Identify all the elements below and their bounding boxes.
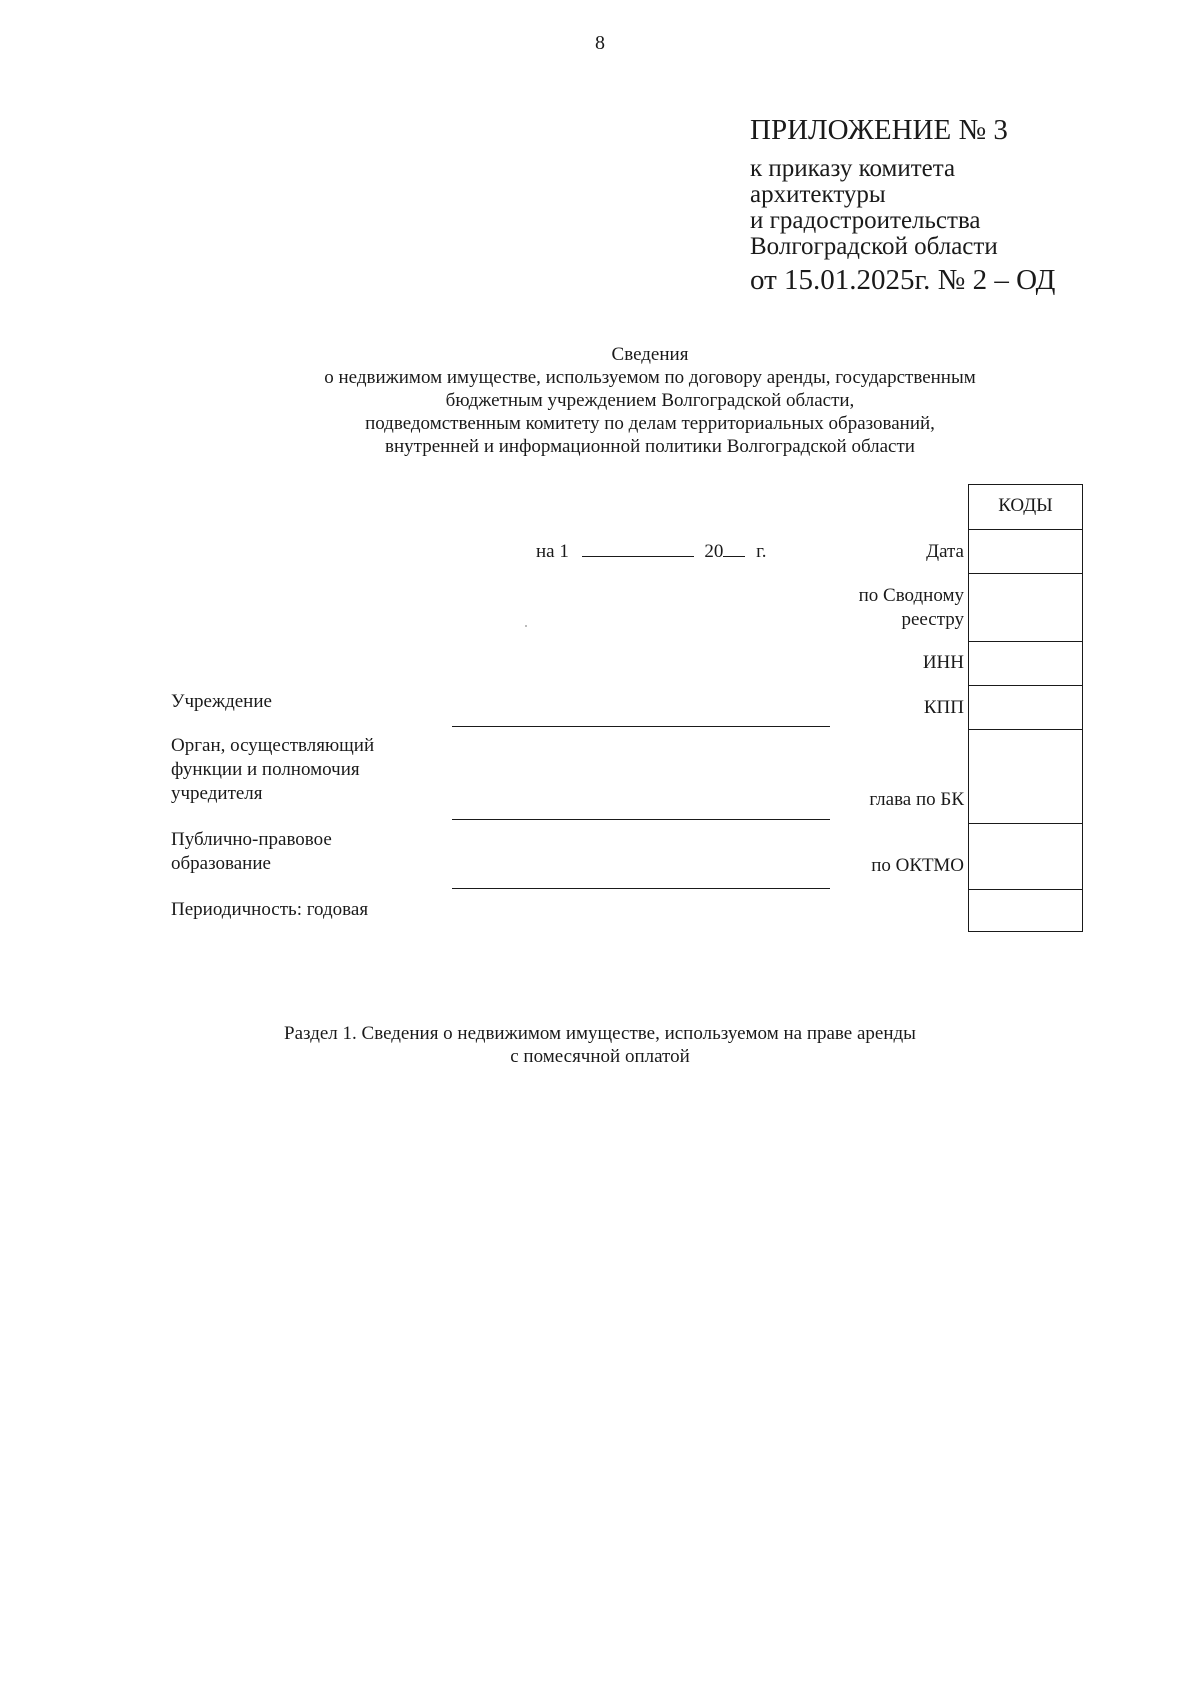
scan-speck xyxy=(525,625,527,627)
report-date-suffix: г. xyxy=(756,541,767,562)
periodicity-label: Периодичность: годовая xyxy=(171,899,369,920)
appendix-line: и градостроительства xyxy=(750,207,981,234)
code-label-registry: реестру xyxy=(901,609,964,630)
appendix-order-ref: от 15.01.2025г. № 2 – ОД xyxy=(750,264,1056,296)
codes-box xyxy=(968,484,1083,932)
section-title-line: с помесячной оплатой xyxy=(510,1046,690,1067)
month-blank[interactable] xyxy=(582,538,694,557)
founder-label: функции и полномочия xyxy=(171,759,360,780)
codes-divider xyxy=(969,685,1082,686)
institution-label: Учреждение xyxy=(171,691,272,712)
public-entity-label: образование xyxy=(171,853,271,874)
report-date-prefix: на 1 xyxy=(536,541,569,562)
founder-field-line[interactable] xyxy=(452,819,830,820)
codes-divider xyxy=(969,729,1082,730)
founder-label: учредителя xyxy=(171,783,263,804)
codes-divider xyxy=(969,641,1082,642)
code-label-date: Дата xyxy=(926,541,964,562)
institution-field-line[interactable] xyxy=(452,726,830,727)
heading-line: бюджетным учреждением Волгоградской области, xyxy=(445,390,855,411)
appendix-block xyxy=(750,112,1170,298)
year-blank[interactable] xyxy=(723,538,745,557)
code-label-inn: ИНН xyxy=(922,652,964,673)
section-1-title xyxy=(240,1022,960,1068)
heading-line: Сведения xyxy=(611,344,689,365)
report-date-line xyxy=(536,538,767,563)
appendix-line: архитектуры xyxy=(750,181,886,208)
code-label-registry: по Сводному xyxy=(858,585,964,606)
appendix-title: ПРИЛОЖЕНИЕ № 3 xyxy=(750,114,1008,146)
public-entity-field-line[interactable] xyxy=(452,888,830,889)
public-entity-label: Публично-правовое xyxy=(171,829,332,850)
document-heading xyxy=(220,343,1080,458)
code-label-oktmo: по ОКТМО xyxy=(871,855,964,876)
code-label-bk: глава по БК xyxy=(869,789,964,810)
code-label-kpp: КПП xyxy=(923,697,964,718)
founder-label: Орган, осуществляющий xyxy=(171,735,375,756)
heading-line: о недвижимом имуществе, используемом по договору аренды, государственным xyxy=(324,367,976,388)
appendix-line: Волгоградской области xyxy=(750,233,998,260)
codes-divider xyxy=(969,529,1082,530)
heading-line: подведомственным комитету по делам территориальных образований, xyxy=(365,413,935,434)
heading-line: внутренней и информационной политики Волгоградской области xyxy=(385,436,915,457)
codes-title: КОДЫ xyxy=(998,495,1053,516)
appendix-line: к приказу комитета xyxy=(750,155,956,182)
codes-divider xyxy=(969,573,1082,574)
page-number: 8 xyxy=(595,32,605,54)
section-title-line: Раздел 1. Сведения о недвижимом имуществе, используемом на праве аренды xyxy=(284,1023,916,1044)
report-date-year-prefix: 20 xyxy=(704,541,724,562)
codes-divider xyxy=(969,823,1082,824)
codes-divider xyxy=(969,889,1082,890)
